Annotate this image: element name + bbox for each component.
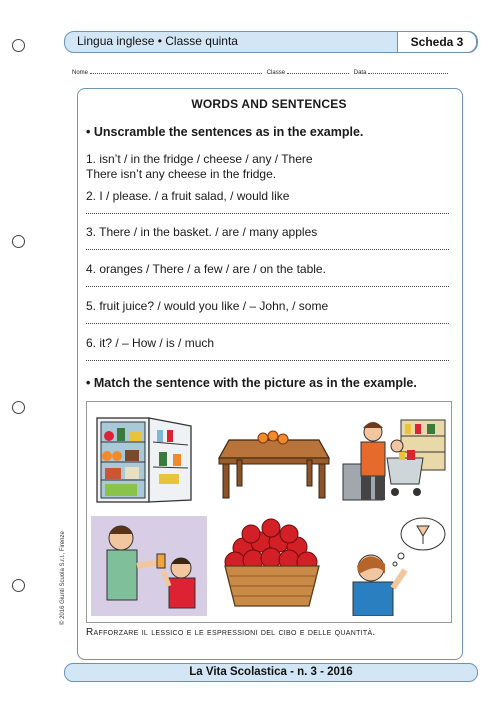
footer-bar: La Vita Scolastica - n. 3 - 2016 (64, 663, 478, 682)
table-oranges-picture[interactable] (215, 422, 333, 502)
sentence-1: 1. isn’t / in the fridge / cheese / any / There (86, 152, 313, 166)
teacher-note: Rafforzare il lessico e le espressioni del cibo e delle quantità. (86, 627, 376, 638)
sentence-6: 6. it? / – How / is / much (86, 336, 215, 350)
date-label: Data (353, 70, 367, 76)
answer-line-6[interactable] (86, 360, 449, 361)
sheet-number: Scheda 3 (397, 31, 477, 53)
fridge-picture[interactable] (93, 412, 198, 507)
name-label: Nome (72, 70, 89, 76)
instruction-match: • Match the sentence with the picture as in the example. (86, 376, 417, 390)
class-label: Classe (266, 70, 286, 76)
binder-hole (12, 401, 25, 414)
binder-hole (12, 235, 25, 248)
sentence-4: 4. oranges / There / a few / are / on the table. (86, 262, 326, 276)
binder-hole (12, 579, 25, 592)
binder-hole (12, 39, 25, 52)
subject-label: Lingua inglese • Classe quinta (77, 34, 238, 48)
thinking-girl-picture[interactable] (339, 512, 449, 616)
instruction-unscramble: • Unscramble the sentences as in the example. (86, 125, 364, 139)
supermarket-picture[interactable] (339, 412, 447, 507)
juice-picture[interactable] (91, 516, 207, 616)
copyright-text: © 2016 Giunti Scuola S.r.l., Firenze (60, 531, 66, 625)
student-info-row (72, 68, 472, 76)
answer-line-3[interactable] (86, 249, 449, 250)
worksheet-title: WORDS AND SENTENCES (191, 97, 347, 111)
class-field[interactable] (287, 68, 349, 74)
apples-basket-picture[interactable] (221, 514, 325, 614)
sentence-3: 3. There / in the basket. / are / many apples (86, 225, 318, 239)
date-field[interactable] (368, 68, 448, 74)
answer-line-5[interactable] (86, 323, 449, 324)
answer-line-2[interactable] (86, 213, 449, 214)
sentence-5: 5. fruit juice? / would you like / – John, / some (86, 299, 329, 313)
sentence-1-answer: There isn’t any cheese in the fridge. (86, 167, 277, 181)
pictures-panel (86, 401, 452, 623)
sentence-2: 2. I / please. / a fruit salad, / would like (86, 189, 290, 203)
header-bar (64, 31, 478, 53)
answer-line-4[interactable] (86, 286, 449, 287)
name-field[interactable] (90, 68, 262, 74)
